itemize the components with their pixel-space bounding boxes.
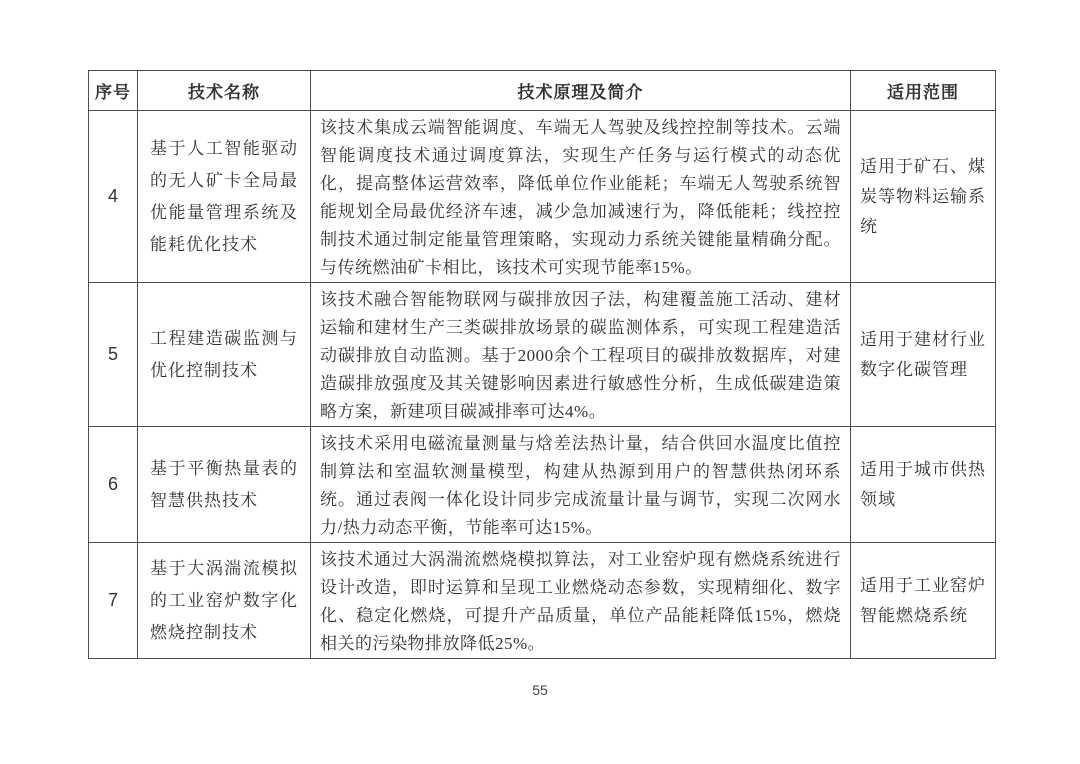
scope-cell: 适用于矿石、煤炭等物料运输系统 [851, 111, 996, 283]
tech-name-cell: 基于人工智能驱动的无人矿卡全局最优能量管理系统及能耗优化技术 [138, 111, 311, 283]
tech-desc-cell: 该技术通过大涡湍流燃烧模拟算法，对工业窑炉现有燃烧系统进行设计改造，即时运算和呈现工业燃烧动态参数，实现精细化、数字化、稳定化燃烧，可提升产品质量，单位产品能耗降低15%，燃烧相关的污染物排放降低25%。 [311, 543, 851, 659]
header-serial-number: 序号 [89, 71, 138, 111]
tech-name-cell: 基于大涡湍流模拟的工业窑炉数字化燃烧控制技术 [138, 543, 311, 659]
page-number: 55 [532, 682, 548, 698]
header-applicable-scope: 适用范围 [851, 71, 996, 111]
scope-cell: 适用于工业窑炉智能燃烧系统 [851, 543, 996, 659]
header-technology-name: 技术名称 [138, 71, 311, 111]
tech-name-cell: 工程建造碳监测与优化控制技术 [138, 283, 311, 427]
tech-name-cell: 基于平衡热量表的智慧供热技术 [138, 427, 311, 543]
tech-desc-cell: 该技术集成云端智能调度、车端无人驾驶及线控控制等技术。云端智能调度技术通过调度算法，实现生产任务与运行模式的动态优化，提高整体运营效率，降低单位作业能耗；车端无人驾驶系统智能规划全局最优经济车速，减少急加减速行为，降低能耗；线控控制技术通过制定能量管理策略，实现动力系统关键能量精确分配。与传统燃油矿卡相比，该技术可实现节能率15%。 [311, 111, 851, 283]
row-number-cell: 7 [89, 543, 138, 659]
table-header-row [89, 71, 996, 111]
table-row [89, 543, 996, 659]
row-number-cell: 5 [89, 283, 138, 427]
table-row [89, 427, 996, 543]
table-row [89, 283, 996, 427]
row-number-cell: 4 [89, 111, 138, 283]
row-number-cell: 6 [89, 427, 138, 543]
table-row [89, 111, 996, 283]
tech-desc-cell: 该技术融合智能物联网与碳排放因子法，构建覆盖施工活动、建材运输和建材生产三类碳排放场景的碳监测体系，可实现工程建造活动碳排放自动监测。基于2000余个工程项目的碳排放数据库，对建造碳排放强度及其关键影响因素进行敏感性分析，生成低碳建造策略方案，新建项目碳减排率可达4%。 [311, 283, 851, 427]
scope-cell: 适用于城市供热领域 [851, 427, 996, 543]
tech-desc-cell: 该技术采用电磁流量测量与焓差法热计量，结合供回水温度比值控制算法和室温软测量模型，构建从热源到用户的智慧供热闭环系统。通过表阀一体化设计同步完成流量计量与调节，实现二次网水力/热力动态平衡，节能率可达15%。 [311, 427, 851, 543]
header-principle-intro: 技术原理及简介 [311, 71, 851, 111]
scope-cell: 适用于建材行业数字化碳管理 [851, 283, 996, 427]
technology-table [88, 70, 996, 659]
